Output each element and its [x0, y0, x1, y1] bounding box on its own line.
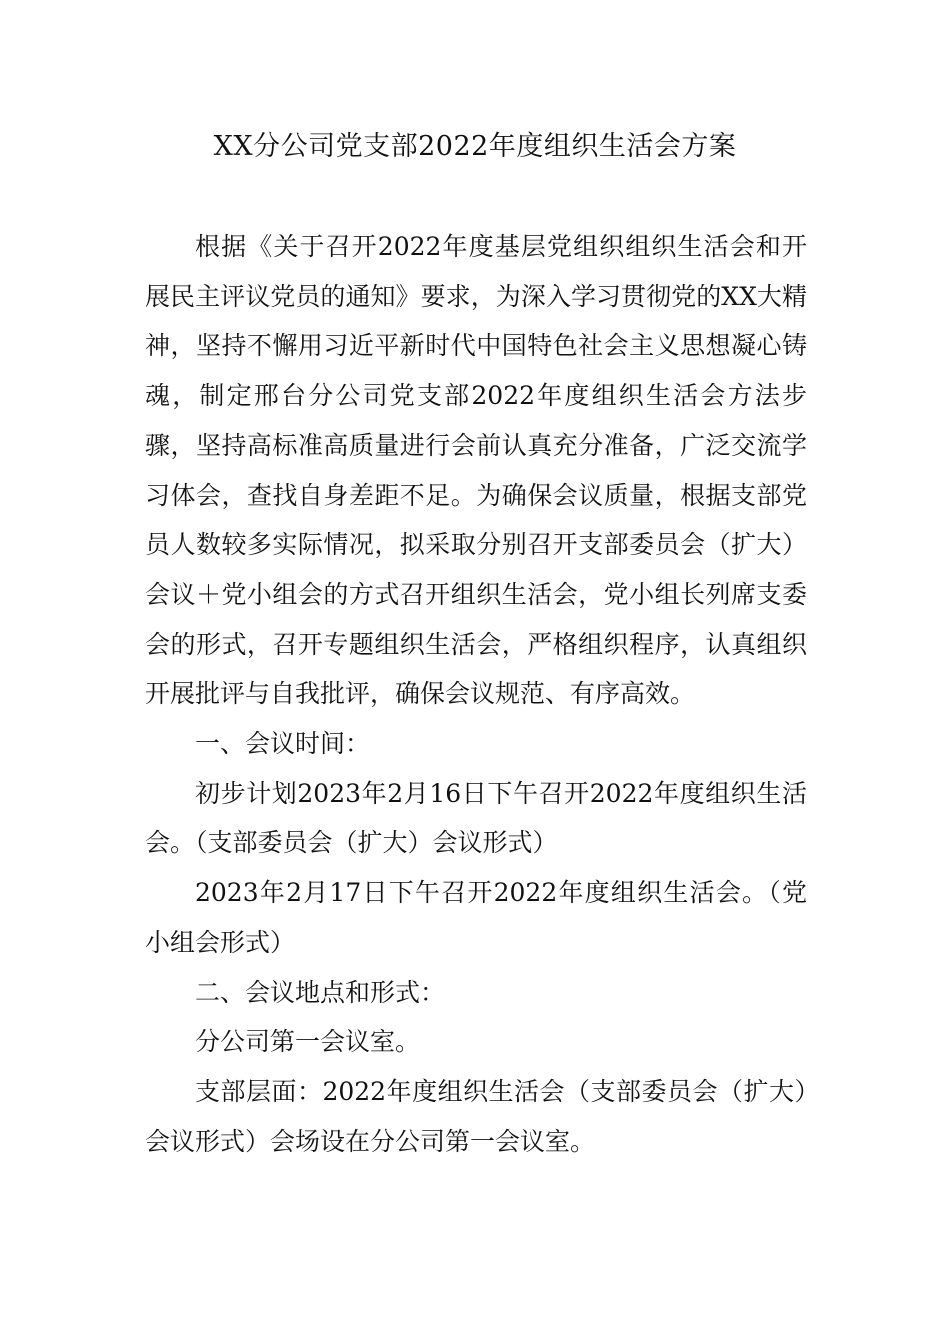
document-title: XX分公司党支部2022年度组织生活会方案 — [213, 131, 737, 162]
meeting-time-paragraph-1: 初步计划2023年2月16日下午召开2022年度组织生活会。（支部委员会（扩大）会议形式） — [145, 778, 807, 858]
meeting-time-paragraph-2: 2023年2月17日下午召开2022年度组织生活会。（党小组会形式） — [145, 878, 807, 957]
section-heading-meeting-time: 一、会议时间： — [195, 729, 371, 759]
meeting-location-paragraph-1: 分公司第一会议室。 — [195, 1027, 421, 1057]
section-heading-meeting-location: 二、会议地点和形式： — [195, 977, 446, 1007]
document-body — [145, 222, 807, 1166]
intro-paragraph: 根据《关于召开2022年度基层党组织组织生活会和开展民主评议党员的通知》要求，为深入学习贯彻党的XX大精神，坚持不懈用习近平新时代中国特色社会主义思想凝心铸魂，制定邢台分公司党支部2022年度组织生活会方法步骤，坚持高标准高质量进行会前认真充分准备，广泛交流学习体会，查找自身差距不足。为确保会议质量，根据支部党员人数较多实际情况，拟采取分别召开支部委员会（扩大）会议＋党小组会的方式召开组织生活会，党小组长列席支委会的形式，召开专题组织生活会，严格组织程序，认真组织开展批评与自我批评，确保会议规范、有序高效。 — [145, 232, 807, 709]
meeting-location-paragraph-2: 支部层面：2022年度组织生活会（支部委员会（扩大）会议形式）会场设在分公司第一会议室。 — [145, 1076, 807, 1156]
